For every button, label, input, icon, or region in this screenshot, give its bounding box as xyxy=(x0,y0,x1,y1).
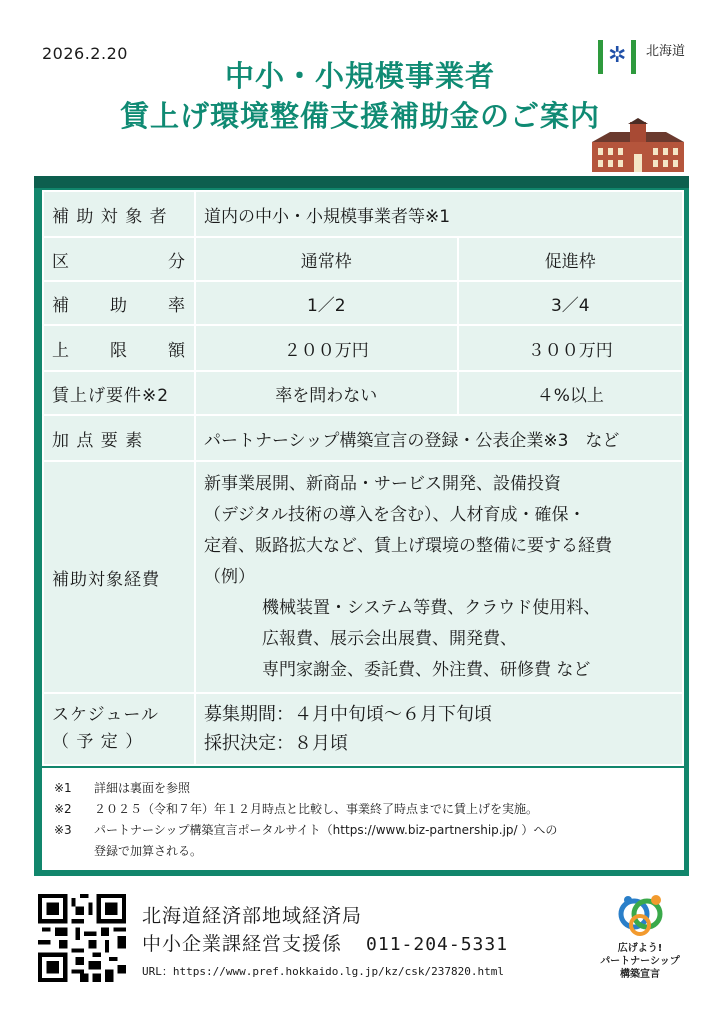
value-rate-normal: 1／2 xyxy=(195,281,458,325)
label-expense: 補助対象経費 xyxy=(43,461,195,693)
partnership-text: 構築宣言 xyxy=(620,969,660,980)
expense-line: （例） xyxy=(204,566,255,587)
value-bonus: パートナーシップ構築宣言の登録・公表企業※3 など xyxy=(195,415,683,461)
issue-date: 2026.2.20 xyxy=(42,44,128,63)
expense-example: 広報費、展示会出展費、開発費、 xyxy=(262,628,517,649)
contact-url: URL：https://www.pref.hokkaido.lg.jp/kz/csk/237820.html xyxy=(142,965,504,978)
hokkaido-star-icon: ✲ xyxy=(608,43,627,68)
value-limit-normal: ２００万円 xyxy=(195,325,458,371)
table-row xyxy=(43,693,683,765)
expense-line: （デジタル技術の導入を含む）、人材育成・確保・ xyxy=(204,504,586,525)
expense-example: 機械装置・システム等費、クラウド使用料、 xyxy=(262,597,601,618)
contact-section-line xyxy=(142,930,508,959)
footnote: ※1 詳細は裏面を参照 xyxy=(54,781,191,795)
partnership-text: パートナーシップ xyxy=(600,956,680,967)
label-bonus: 加 点 要 素 xyxy=(43,415,195,461)
contact-section: 中小企業課経営支援係 xyxy=(142,933,343,955)
qr-code-icon xyxy=(38,894,126,982)
footnote: ※3 パートナーシップ構築宣言ポータルサイト（https://www.biz-partnership.jp/ ）への xyxy=(54,823,558,837)
label-rate: 補 助 率 xyxy=(43,281,195,325)
partnership-logo xyxy=(586,892,694,982)
partnership-text: 広げよう! xyxy=(617,943,663,954)
label-wage: 賃上げ要件※2 xyxy=(43,371,195,415)
table-row xyxy=(43,461,683,693)
schedule-label-line: スケジュール xyxy=(52,705,159,725)
value-wage-normal: 率を問わない xyxy=(195,371,458,415)
partnership-mark-icon xyxy=(614,892,666,938)
footnote: 登録で加算される。 xyxy=(94,844,203,858)
expense-line: 新事業展開、新商品・サービス開発、設備投資 xyxy=(204,473,561,494)
contact-org: 北海道経済部地域経済局 xyxy=(142,905,363,927)
label-class: 区 分 xyxy=(43,237,195,281)
contact-tel: 011-204-5331 xyxy=(366,934,509,955)
expense-example: 専門家謝金、委託費、外注費、研修費 など xyxy=(262,659,591,680)
value-expense xyxy=(195,461,683,693)
value-schedule xyxy=(195,693,683,765)
label-target: 補 助 対 象 者 xyxy=(43,191,195,237)
red-brick-building-icon xyxy=(590,118,686,174)
value-wage-promo: ４%以上 xyxy=(458,371,683,415)
table-row xyxy=(43,415,683,461)
table-row xyxy=(43,281,683,325)
value-class-normal: 通常枠 xyxy=(195,237,458,281)
hokkaido-logo xyxy=(598,38,698,78)
table-row xyxy=(43,371,683,415)
value-rate-promo: 3／4 xyxy=(458,281,683,325)
value-limit-promo: ３００万円 xyxy=(458,325,683,371)
value-target: 道内の中小・小規模事業者等※1 xyxy=(195,191,683,237)
title-line-1: 中小・小規模事業者 xyxy=(224,59,495,93)
label-limit: 上 限 額 xyxy=(43,325,195,371)
title-line-2: 賃上げ環境整備支援補助金のご案内 xyxy=(119,99,600,133)
table-row xyxy=(43,191,683,237)
schedule-line: 採択決定：８月頃 xyxy=(204,733,348,754)
schedule-label-line: （ 予 定 ） xyxy=(52,732,144,752)
footnotes xyxy=(42,768,684,870)
schedule-line: 募集期間：４月中旬頃～６月下旬頃 xyxy=(204,704,492,725)
label-schedule xyxy=(43,693,195,765)
subsidy-table xyxy=(42,190,684,766)
hokkaido-logo-text: 北海道 xyxy=(646,44,686,59)
contact-block xyxy=(142,902,508,979)
value-class-promo: 促進枠 xyxy=(458,237,683,281)
expense-line: 定着、販路拡大など、賃上げ環境の整備に要する経費 xyxy=(204,535,612,556)
table-row xyxy=(43,237,683,281)
table-row xyxy=(43,325,683,371)
footnote: ※2 ２０２５（令和７年）年１２月時点と比較し、事業終了時点までに賃上げを実施。 xyxy=(54,802,539,816)
